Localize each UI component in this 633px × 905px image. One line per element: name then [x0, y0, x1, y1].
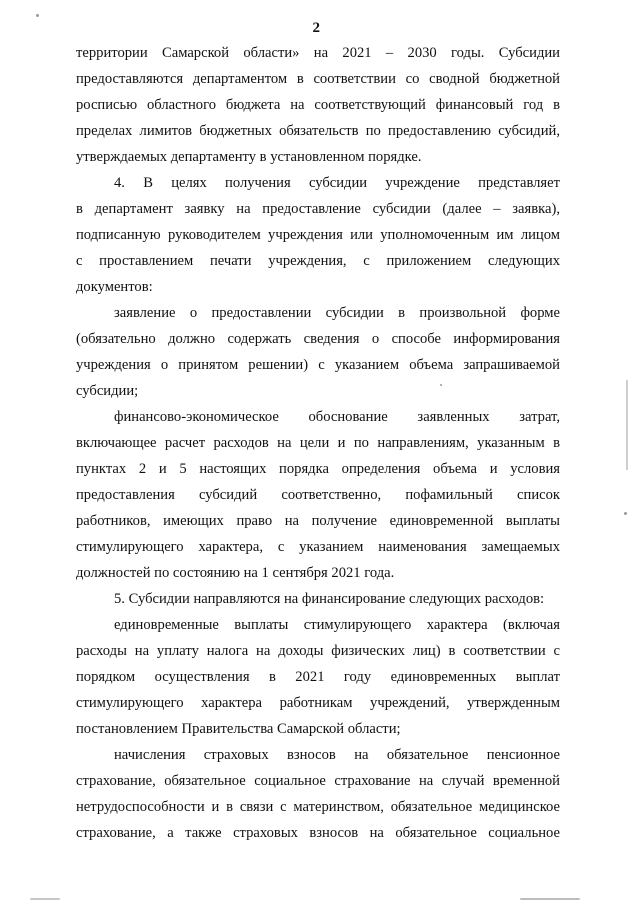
text-line: должностей по состоянию на 1 сентября 2021 года. — [76, 565, 395, 581]
scan-speck — [624, 512, 627, 515]
text-line: подписанную руководителем учреждения или уполномоченным им лицом — [76, 227, 560, 243]
document-body — [76, 40, 560, 846]
text-line: предоставляются департаментом в соответствии со сводной бюджетной — [76, 71, 560, 87]
text-line: единовременные выплаты стимулирующего характера (включая — [114, 617, 560, 633]
text-line: пунктах 2 и 5 настоящих порядка определения объема и условия — [76, 461, 560, 477]
text-line: территории Самарской области» на 2021 – 2030 годы. Субсидии — [76, 45, 560, 61]
text-line: финансово-экономическое обоснование заявленных затрат, — [114, 409, 560, 425]
text-line: стимулирующего характера работникам учреждений, утвержденным — [76, 695, 560, 711]
text-line: нетрудоспособности и в связи с материнством, обязательное медицинское — [76, 799, 560, 815]
text-line: работников, имеющих право на получение единовременной выплаты — [76, 513, 560, 529]
text-line: расходы на уплату налога на доходы физических лиц) в соответствии с — [76, 643, 560, 659]
scan-speck — [30, 898, 60, 900]
scan-speck — [440, 384, 442, 386]
text-line: начисления страховых взносов на обязательное пенсионное — [114, 747, 560, 763]
page-number: 2 — [312, 20, 321, 36]
text-line: включающее расчет расходов на цели и по направлениям, указанным в — [76, 435, 560, 451]
text-line: порядком осуществления в 2021 году единовременных выплат — [76, 669, 560, 685]
text-line: (обязательно должно содержать сведения о способе информирования — [76, 331, 560, 347]
text-line: пределах лимитов бюджетных обязательств по предоставлению субсидий, — [76, 123, 560, 139]
text-line: документов: — [76, 279, 153, 295]
text-line: страхование, а также страховых взносов на обязательное социальное — [76, 825, 560, 841]
text-line: предоставления субсидий соответственно, пофамильный список — [76, 487, 560, 503]
text-line: росписью областного бюджета на соответствующий финансовый год в — [76, 97, 560, 113]
text-line: в департамент заявку на предоставление субсидии (далее – заявка), — [76, 201, 560, 217]
text-line: заявление о предоставлении субсидии в произвольной форме — [114, 305, 560, 321]
scan-speck — [520, 898, 580, 900]
scan-edge-mark — [626, 380, 628, 470]
text-line: 5. Субсидии направляются на финансирование следующих расходов: — [114, 591, 545, 607]
text-line: 4. В целях получения субсидии учреждение представляет — [114, 175, 560, 191]
text-line: страхование, обязательное социальное страхование на случай временной — [76, 773, 560, 789]
scan-speck — [36, 14, 39, 17]
text-line: стимулирующего характера, с указанием наименования замещаемых — [76, 539, 560, 555]
text-line: учреждения о принятом решении) с указанием объема запрашиваемой — [76, 357, 560, 373]
text-line: утверждаемых департаменту в установленном порядке. — [76, 149, 422, 165]
text-line: с проставлением печати учреждения, с приложением следующих — [76, 253, 560, 269]
text-line: субсидии; — [76, 383, 139, 399]
text-line: постановлением Правительства Самарской области; — [76, 721, 401, 737]
